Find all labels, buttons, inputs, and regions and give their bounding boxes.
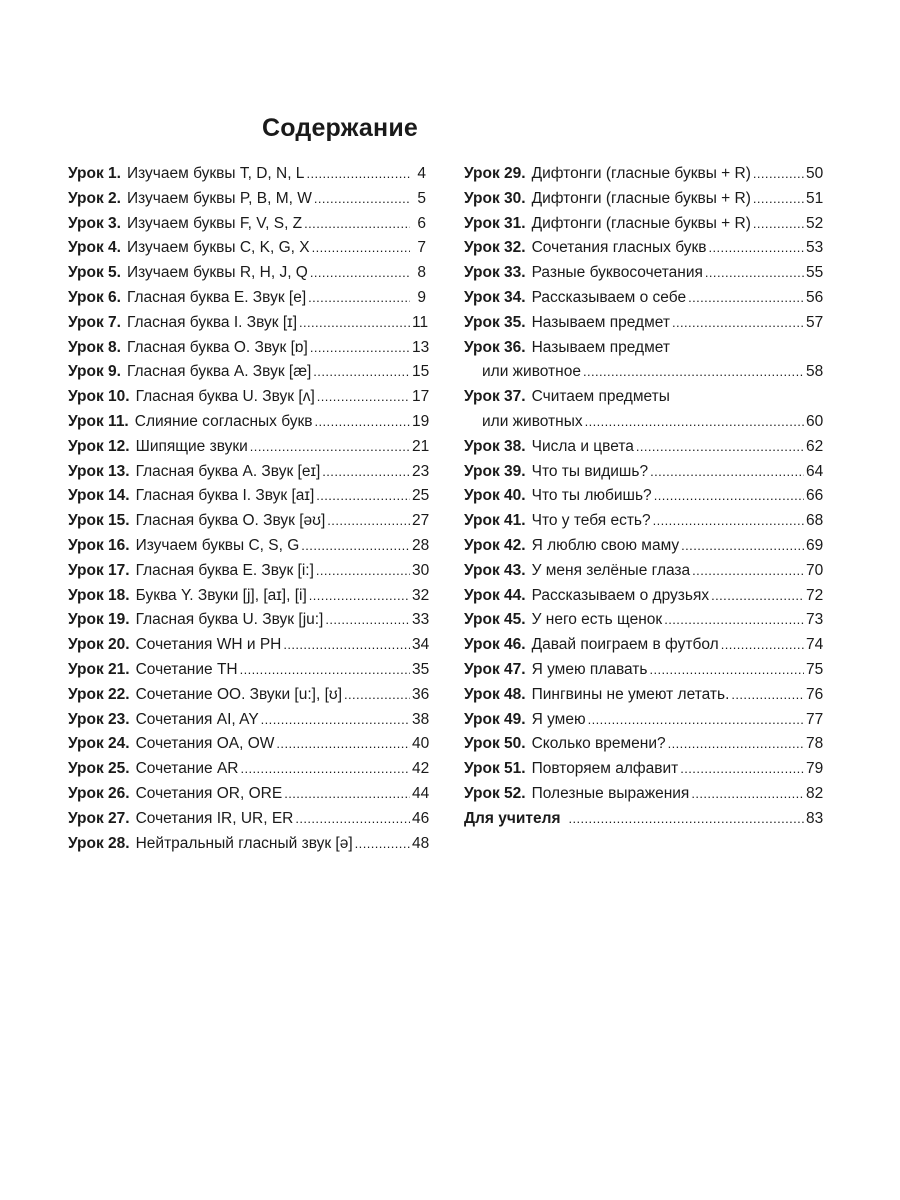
- toc-entry: [464, 385, 824, 435]
- page-number: 57: [806, 313, 824, 331]
- lesson-title: Сочетания OR, ORE: [135, 784, 283, 802]
- lesson-number: Урок 5.: [68, 264, 121, 282]
- dot-leader: [306, 162, 410, 187]
- dot-leader: [583, 360, 804, 385]
- page-number: 50: [806, 165, 824, 182]
- lesson-number: Урок 23.: [68, 710, 130, 728]
- page-number: 72: [806, 586, 824, 604]
- lesson-number: Урок 32.: [464, 239, 526, 257]
- lesson-title: Изучаем буквы R, H, J, Q: [126, 264, 308, 282]
- dot-leader: [322, 460, 410, 485]
- lesson-title: Дифтонги (гласные буквы + R): [531, 165, 751, 182]
- page-number: 52: [806, 214, 824, 232]
- lesson-number: Урок 47.: [464, 660, 526, 678]
- toc-entry: [464, 708, 824, 733]
- page-number: 74: [806, 636, 824, 654]
- toc-entry: [68, 484, 430, 509]
- dot-leader: [313, 360, 410, 385]
- toc-entry: [68, 757, 430, 782]
- toc-entry: [68, 410, 430, 435]
- page-number: 30: [412, 561, 430, 579]
- toc-entry: [68, 608, 430, 633]
- lesson-title: Рассказываем о себе: [531, 288, 687, 306]
- toc-entry: [68, 658, 430, 683]
- lesson-title: Что у тебя есть?: [531, 512, 651, 530]
- lesson-number: Урок 37.: [464, 388, 526, 406]
- lesson-number: Урок 43.: [464, 561, 526, 579]
- page-number: 23: [412, 462, 430, 480]
- lesson-title: Изучаем буквы C, K, G, X: [126, 239, 310, 257]
- lesson-number: Урок 4.: [68, 239, 121, 257]
- toc-entry: [68, 633, 430, 658]
- dot-leader: [711, 584, 804, 609]
- lesson-title: Гласная буква O. Звук [ɒ]: [126, 338, 308, 356]
- lesson-number: Для учителя: [464, 809, 561, 827]
- lesson-number: Урок 7.: [68, 313, 121, 331]
- lesson-number: Урок 38.: [464, 437, 526, 455]
- lesson-title: Я люблю свою маму: [531, 536, 680, 554]
- lesson-number: Урок 28.: [68, 834, 130, 852]
- lesson-number: Урок 49.: [464, 710, 526, 728]
- lesson-number: Урок 30.: [464, 189, 526, 207]
- lesson-title: Гласная буква U. Звук [ʌ]: [135, 388, 315, 406]
- toc-entry: [68, 336, 430, 361]
- toc-entry: [464, 311, 824, 336]
- lesson-title: Пингвины не умеют летать.: [531, 685, 730, 703]
- lesson-number: Урок 10.: [68, 388, 130, 406]
- lesson-number: Урок 22.: [68, 685, 130, 703]
- toc-entry: [464, 683, 824, 708]
- page-number: 28: [412, 536, 430, 554]
- page-number: 66: [806, 487, 824, 505]
- lesson-title: Дифтонги (гласные буквы + R): [531, 189, 751, 207]
- toc-entry: [464, 336, 824, 386]
- dot-leader: [250, 435, 410, 460]
- lesson-title: Изучаем буквы P, B, M, W: [126, 189, 312, 207]
- lesson-number: Урок 14.: [68, 487, 130, 505]
- lesson-title: У меня зелёные глаза: [531, 561, 691, 579]
- toc-entry: [464, 608, 824, 633]
- lesson-title: Что ты видишь?: [531, 462, 649, 480]
- page-number: 27: [412, 512, 430, 530]
- page-number: 56: [806, 288, 824, 306]
- lesson-title: Гласная буква E. Звук [i:]: [135, 561, 314, 579]
- lesson-title: Давай поиграем в футбол: [531, 636, 719, 654]
- lesson-number: Урок 46.: [464, 636, 526, 654]
- toc-entry: [464, 484, 824, 509]
- dot-leader: [731, 683, 804, 708]
- lesson-number: Урок 19.: [68, 611, 130, 629]
- page-number: 6: [417, 214, 426, 232]
- toc-entry: [68, 584, 430, 609]
- dot-leader: [753, 212, 804, 237]
- toc-entry: [68, 212, 426, 237]
- lesson-title: Изучаем буквы C, S, G: [135, 536, 300, 554]
- lesson-number: Урок 18.: [68, 586, 130, 604]
- dot-leader: [344, 683, 410, 708]
- lesson-number: Урок 3.: [68, 214, 121, 232]
- page-number: 78: [806, 735, 824, 753]
- dot-leader: [276, 732, 410, 757]
- dot-leader: [653, 509, 804, 534]
- lesson-number: Урок 51.: [464, 760, 526, 778]
- lesson-number: Урок 44.: [464, 586, 526, 604]
- lesson-number: Урок 45.: [464, 611, 526, 629]
- dot-leader: [325, 608, 410, 633]
- toc-entry: [464, 584, 824, 609]
- lesson-title: Шипящие звуки: [135, 437, 248, 455]
- toc-entry: [464, 807, 824, 832]
- lesson-number: Урок 40.: [464, 487, 526, 505]
- lesson-number: Урок 26.: [68, 784, 130, 802]
- toc-entry: [68, 683, 430, 708]
- page-number: 32: [412, 586, 430, 604]
- lesson-title: Буква Y. Звуки [j], [aɪ], [i]: [135, 586, 307, 604]
- toc-entry: [464, 509, 824, 534]
- lesson-number: Урок 42.: [464, 536, 526, 554]
- toc-entry: [464, 286, 824, 311]
- dot-leader: [301, 534, 410, 559]
- page-number: 35: [412, 660, 430, 678]
- page-number: 70: [806, 561, 824, 579]
- lesson-number: Урок 21.: [68, 660, 130, 678]
- dot-leader: [650, 460, 804, 485]
- dot-leader: [753, 162, 804, 187]
- lesson-title: Сочетания гласных букв: [531, 239, 707, 257]
- toc-entry: [68, 460, 430, 485]
- page-number: 60: [806, 412, 824, 430]
- toc-entry: [68, 559, 430, 584]
- dot-leader: [721, 633, 804, 658]
- page-number: 48: [412, 834, 430, 852]
- dot-leader: [308, 286, 410, 311]
- lesson-title: Изучаем буквы T, D, N, L: [126, 165, 305, 182]
- toc-entry: [68, 509, 430, 534]
- lesson-number: Урок 15.: [68, 512, 130, 530]
- dot-leader: [681, 534, 804, 559]
- dot-leader: [709, 236, 804, 261]
- toc-entry: [464, 261, 824, 286]
- page-number: 15: [412, 363, 430, 381]
- toc-entry: [464, 782, 824, 807]
- lesson-title: Я умею плавать: [531, 660, 648, 678]
- dot-leader: [569, 807, 805, 832]
- page-number: 69: [806, 536, 824, 554]
- page-number: 53: [806, 239, 824, 257]
- page-number: 11: [412, 313, 429, 331]
- lesson-number: Урок 36.: [464, 338, 526, 356]
- toc-entry: [68, 832, 430, 857]
- page-number: 4: [417, 165, 426, 182]
- lesson-title: Гласная буква I. Звук [aɪ]: [135, 487, 315, 505]
- lesson-number: Урок 27.: [68, 809, 130, 827]
- toc-entry: [464, 757, 824, 782]
- lesson-number: Урок 13.: [68, 462, 130, 480]
- lesson-title: Гласная буква I. Звук [ɪ]: [126, 313, 297, 331]
- dot-leader: [317, 385, 410, 410]
- lesson-number: Урок 1.: [68, 165, 121, 182]
- toc-entry: [68, 732, 430, 757]
- page-number: 34: [412, 636, 430, 654]
- page-number: 25: [412, 487, 430, 505]
- toc-column-right: [464, 162, 824, 832]
- toc-entry: [464, 187, 824, 212]
- lesson-title: Гласная буква O. Звук [əʊ]: [135, 512, 326, 530]
- lesson-title: Слияние согласных букв: [134, 412, 313, 430]
- dot-leader: [240, 658, 410, 683]
- page-number: 40: [412, 735, 430, 753]
- page-number: 77: [806, 710, 824, 728]
- lesson-title-continued: или животных: [482, 412, 583, 430]
- lesson-number: Урок 12.: [68, 437, 130, 455]
- dot-leader: [310, 261, 410, 286]
- toc-entry: [68, 435, 430, 460]
- dot-leader: [705, 261, 804, 286]
- toc-entry: [464, 212, 824, 237]
- page-number: 42: [412, 760, 430, 778]
- page-number: 68: [806, 512, 824, 530]
- lesson-number: Урок 39.: [464, 462, 526, 480]
- page-number: 17: [412, 388, 430, 406]
- lesson-number: Урок 48.: [464, 685, 526, 703]
- toc-entry: [68, 360, 430, 385]
- lesson-title: Сколько времени?: [531, 735, 666, 753]
- lesson-title: Разные буквосочетания: [531, 264, 703, 282]
- dot-leader: [316, 559, 410, 584]
- lesson-number: Урок 52.: [464, 784, 526, 802]
- lesson-number: Урок 20.: [68, 636, 130, 654]
- lesson-title: Считаем предметы: [531, 388, 670, 406]
- toc-entry: [68, 534, 430, 559]
- lesson-title: Нейтральный гласный звук [ə]: [135, 834, 353, 852]
- lesson-number: Урок 25.: [68, 760, 130, 778]
- lesson-number: Урок 2.: [68, 189, 121, 207]
- page-number: 64: [806, 462, 824, 480]
- toc-entry: [68, 236, 426, 261]
- page-number: 36: [412, 685, 430, 703]
- lesson-number: Урок 33.: [464, 264, 526, 282]
- page-number: 19: [412, 412, 430, 430]
- dot-leader: [309, 584, 410, 609]
- page-number: 76: [806, 685, 824, 703]
- lesson-title: Сочетания OA, OW: [135, 735, 275, 753]
- lesson-number: Урок 35.: [464, 313, 526, 331]
- dot-leader: [692, 559, 804, 584]
- page-number: 21: [412, 437, 430, 455]
- toc-entry: [464, 460, 824, 485]
- toc-entry: [68, 708, 430, 733]
- lesson-title: Я умею: [531, 710, 586, 728]
- dot-leader: [299, 311, 410, 336]
- page-number: 9: [417, 288, 426, 306]
- page-number: 83: [806, 809, 824, 827]
- lesson-title: Сочетания IR, UR, ER: [135, 809, 294, 827]
- lesson-title: Числа и цвета: [531, 437, 634, 455]
- dot-leader: [588, 708, 804, 733]
- dot-leader: [664, 608, 804, 633]
- dot-leader: [284, 782, 410, 807]
- lesson-title: Дифтонги (гласные буквы + R): [531, 214, 751, 232]
- toc-column-left: [68, 162, 430, 856]
- page-number: 82: [806, 784, 824, 802]
- dot-leader: [649, 658, 804, 683]
- dot-leader: [312, 236, 410, 261]
- lesson-number: Урок 16.: [68, 536, 130, 554]
- lesson-number: Урок 41.: [464, 512, 526, 530]
- page-number: 51: [806, 189, 824, 207]
- dot-leader: [654, 484, 804, 509]
- toc-entry: [464, 435, 824, 460]
- toc-entry: [464, 559, 824, 584]
- toc-entry: [68, 782, 430, 807]
- toc-entry: [464, 236, 824, 261]
- lesson-title: Что ты любишь?: [531, 487, 652, 505]
- lesson-title: Гласная буква A. Звук [æ]: [126, 363, 312, 381]
- page-number: 73: [806, 611, 824, 629]
- lesson-title: У него есть щенок: [531, 611, 663, 629]
- dot-leader: [668, 732, 804, 757]
- page-number: 58: [806, 363, 824, 381]
- toc-entry: [68, 286, 426, 311]
- dot-leader: [753, 187, 804, 212]
- lesson-title: Сочетание OO. Звуки [u:], [ʊ]: [135, 685, 343, 703]
- lesson-number: Урок 6.: [68, 288, 121, 306]
- dot-leader: [680, 757, 804, 782]
- dot-leader: [636, 435, 804, 460]
- lesson-title: Сочетание AR: [135, 760, 239, 778]
- toc-entry: [68, 807, 430, 832]
- toc-entry: [68, 187, 426, 212]
- lesson-title: Сочетания WH и PH: [135, 636, 282, 654]
- page-number: 8: [417, 264, 426, 282]
- lesson-number: Урок 8.: [68, 338, 121, 356]
- page-number: 13: [412, 338, 430, 356]
- lesson-title: Называем предмет: [531, 313, 670, 331]
- page-number: 38: [412, 710, 430, 728]
- dot-leader: [304, 212, 410, 237]
- dot-leader: [691, 782, 804, 807]
- lesson-title: Изучаем буквы F, V, S, Z: [126, 214, 303, 232]
- lesson-number: Урок 50.: [464, 735, 526, 753]
- page-number: 75: [806, 660, 824, 678]
- toc-entry: [464, 658, 824, 683]
- page-number: 46: [412, 809, 430, 827]
- page-number: 44: [412, 784, 430, 802]
- lesson-number: Урок 34.: [464, 288, 526, 306]
- lesson-title: Гласная буква E. Звук [e]: [126, 288, 307, 306]
- lesson-title: Гласная буква U. Звук [ju:]: [135, 611, 324, 629]
- toc-entry: [68, 311, 429, 336]
- toc-entry: [68, 385, 430, 410]
- lesson-number: Урок 31.: [464, 214, 526, 232]
- toc-entry: [464, 732, 824, 757]
- lesson-number: Урок 24.: [68, 735, 130, 753]
- dot-leader: [283, 633, 410, 658]
- page-number: 62: [806, 437, 824, 455]
- dot-leader: [672, 311, 804, 336]
- toc-entry: [464, 633, 824, 658]
- page-number: 79: [806, 760, 824, 778]
- dot-leader: [295, 807, 410, 832]
- dot-leader: [355, 832, 410, 857]
- page-number: 55: [806, 264, 824, 282]
- lesson-title: Сочетания AI, AY: [135, 710, 259, 728]
- lesson-title: Сочетание TH: [135, 660, 238, 678]
- lesson-title: Называем предмет: [531, 338, 670, 356]
- lesson-title: Полезные выражения: [531, 784, 690, 802]
- dot-leader: [314, 187, 410, 212]
- dot-leader: [316, 484, 410, 509]
- lesson-title: Повторяем алфавит: [531, 760, 679, 778]
- dot-leader: [585, 410, 804, 435]
- lesson-title: Рассказываем о друзьях: [531, 586, 710, 604]
- dot-leader: [241, 757, 411, 782]
- dot-leader: [315, 410, 410, 435]
- lesson-title: Гласная буква A. Звук [eɪ]: [135, 462, 321, 480]
- dot-leader: [261, 708, 410, 733]
- toc-entry: [68, 261, 426, 286]
- page-number: 5: [417, 189, 426, 207]
- lesson-number: Урок 11.: [68, 412, 129, 430]
- dot-leader: [688, 286, 804, 311]
- lesson-number: Урок 29.: [464, 165, 526, 182]
- page-number: 7: [417, 239, 426, 257]
- lesson-number: Урок 17.: [68, 561, 130, 579]
- toc-entry: [464, 534, 824, 559]
- toc-entry: [464, 162, 824, 187]
- page-number: 33: [412, 611, 430, 629]
- lesson-number: Урок 9.: [68, 363, 121, 381]
- lesson-title-continued: или животное: [482, 363, 581, 381]
- toc-entry: [68, 162, 426, 187]
- dot-leader: [310, 336, 410, 361]
- page-title: Содержание: [261, 114, 419, 142]
- dot-leader: [327, 509, 410, 534]
